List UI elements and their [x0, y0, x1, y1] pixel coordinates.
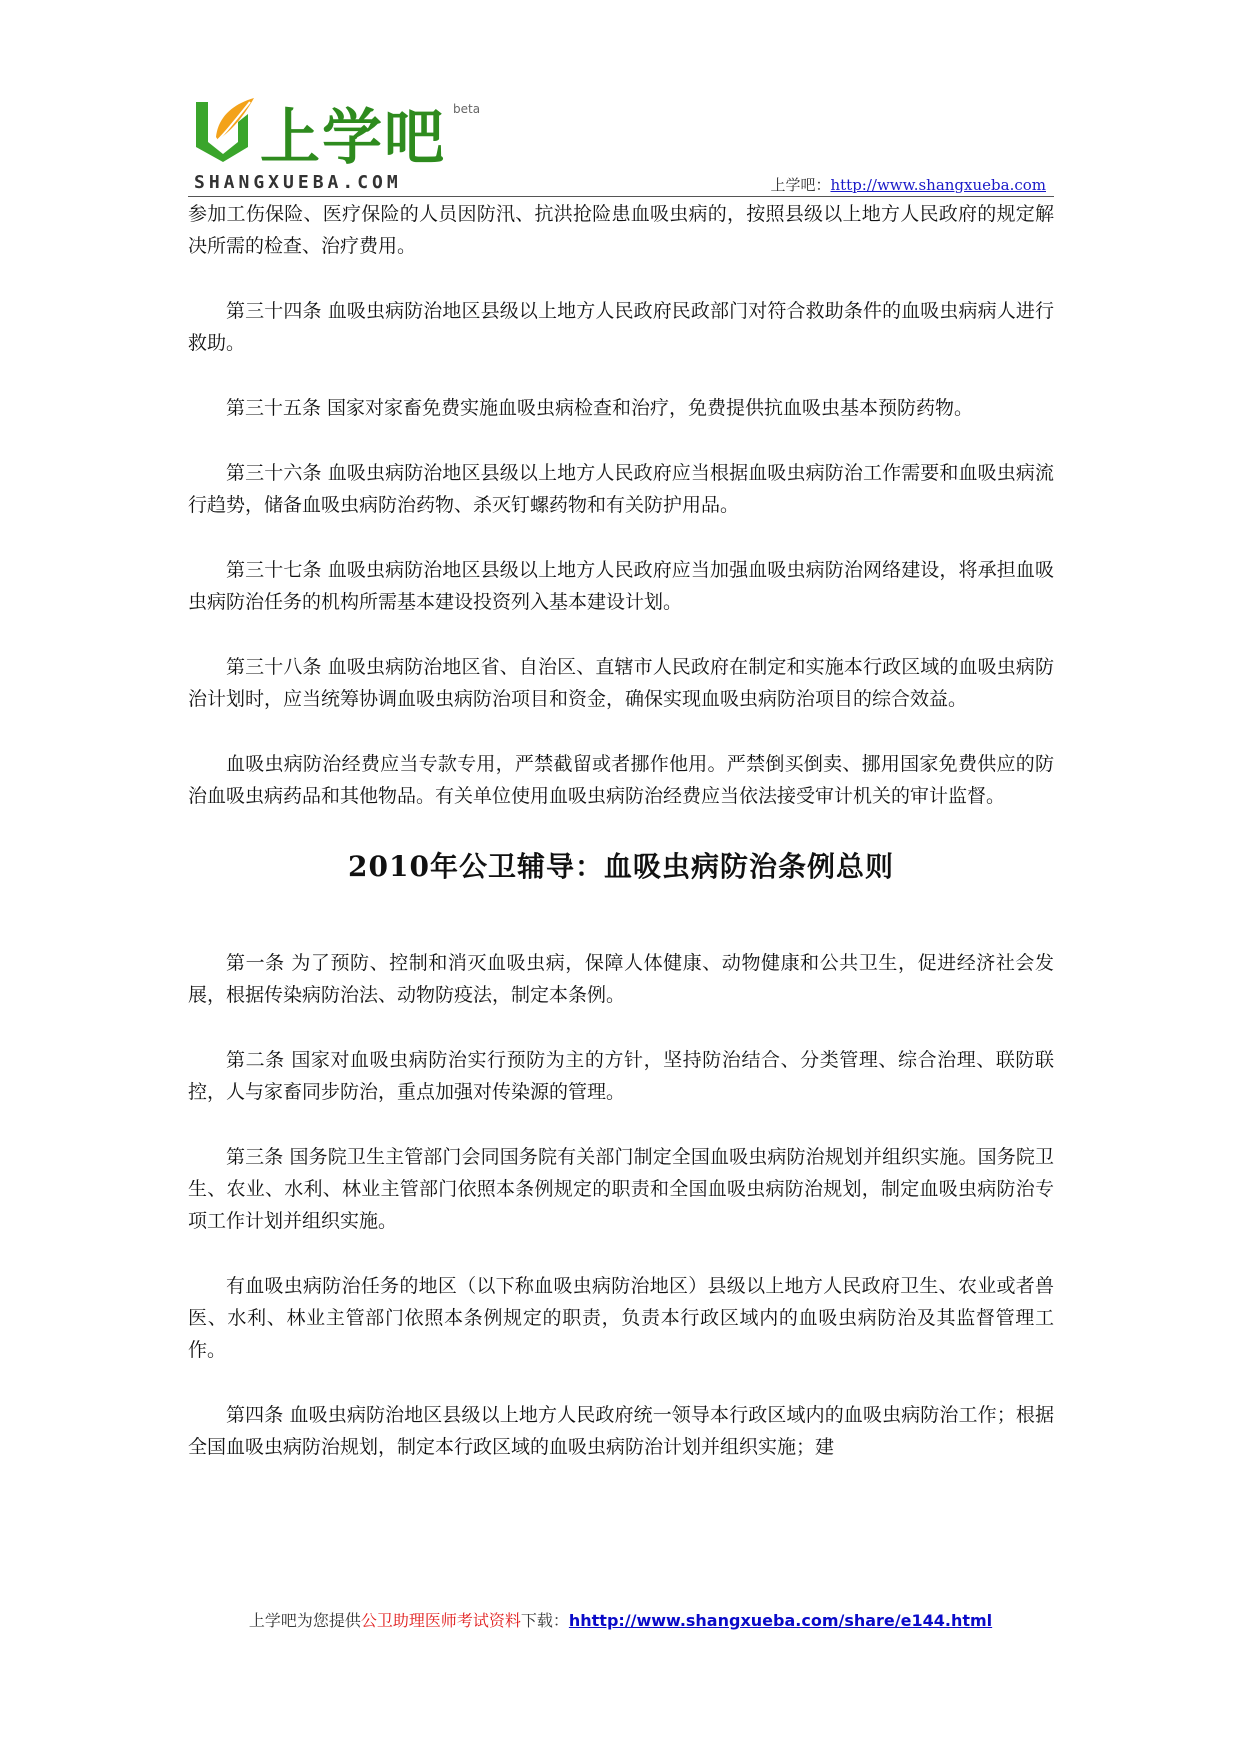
logo-domain-text: SHANGXUEBA.COM: [194, 172, 402, 193]
footer-middle: 下载：: [520, 1611, 569, 1630]
site-logo[interactable]: [188, 90, 488, 200]
logo-text: 上学吧: [260, 103, 446, 173]
paragraph: 第三十五条 国家对家畜免费实施血吸虫病检查和治疗，免费提供抗血吸虫基本预防药物。: [226, 397, 974, 419]
paragraph: 有血吸虫病防治任务的地区（以下称血吸虫病防治地区）县级以上地方人民政府卫生、农业或者兽医、水利、林业主管部门依照本条例规定的职责，负责本行政区域内的血吸虫病防治及其监督管理工作。: [188, 1275, 1054, 1361]
paragraph: 第三十八条 血吸虫病防治地区省、自治区、直辖市人民政府在制定和实施本行政区域的血吸虫病防治计划时，应当统筹协调血吸虫病防治项目和资金，确保实现血吸虫病防治项目的综合效益。: [188, 656, 1054, 710]
paragraph: 血吸虫病防治经费应当专款专用，严禁截留或者挪作他用。严禁倒买倒卖、挪用国家免费供应的防治血吸虫病药品和其他物品。有关单位使用血吸虫病防治经费应当依法接受审计机关的审计监督。: [188, 753, 1054, 807]
paragraph: 第三条 国务院卫生主管部门会同国务院有关部门制定全国血吸虫病防治规划并组织实施。国务院卫生、农业、水利、林业主管部门依照本条例规定的职责和全国血吸虫病防治规划，制定血吸虫病防治专项工作计划并组织实施。: [188, 1146, 1054, 1232]
header-divider: [188, 196, 1054, 197]
paragraph: 第三十六条 血吸虫病防治地区县级以上地方人民政府应当根据血吸虫病防治工作需要和血吸虫病流行趋势，储备血吸虫病防治药物、杀灭钉螺药物和有关防护用品。: [188, 462, 1054, 516]
page-footer: [0, 1608, 1241, 1631]
paragraph: 第四条 血吸虫病防治地区县级以上地方人民政府统一领导本行政区域内的血吸虫病防治工作；根据全国血吸虫病防治规划，制定本行政区域的血吸虫病防治计划并组织实施；建: [188, 1404, 1054, 1458]
footer-download-url[interactable]: hhttp://www.shangxueba.com/share/e144.html: [568, 1611, 993, 1630]
leaf-logo-icon: [188, 92, 258, 162]
footer-prefix: 上学吧为您提供: [248, 1611, 361, 1630]
header-site-link: [770, 174, 1046, 195]
header-site-url[interactable]: http://www.shangxueba.com: [830, 176, 1046, 194]
document-body: [188, 198, 1054, 1496]
paragraph: 第三十四条 血吸虫病防治地区县级以上地方人民政府民政部门对符合救助条件的血吸虫病病人进行救助。: [188, 300, 1054, 354]
footer-highlight-link[interactable]: 公卫助理医师考试资料: [360, 1611, 521, 1630]
paragraph: 第三十七条 血吸虫病防治地区县级以上地方人民政府应当加强血吸虫病防治网络建设，将承担血吸虫病防治任务的机构所需基本建设投资列入基本建设计划。: [188, 559, 1054, 613]
header-site-label: 上学吧：: [770, 176, 831, 194]
logo-beta-label: beta: [453, 102, 481, 116]
paragraph: 第一条 为了预防、控制和消灭血吸虫病，保障人体健康、动物健康和公共卫生，促进经济社会发展，根据传染病防治法、动物防疫法，制定本条例。: [188, 952, 1054, 1006]
section-title: 2010年公卫辅导：血吸虫病防治条例总则: [348, 850, 894, 883]
page-header: [188, 90, 1054, 200]
paragraph: 第二条 国家对血吸虫病防治实行预防为主的方针，坚持防治结合、分类管理、综合治理、联防联控，人与家畜同步防治，重点加强对传染源的管理。: [188, 1049, 1054, 1103]
paragraph: 参加工伤保险、医疗保险的人员因防汛、抗洪抢险患血吸虫病的，按照县级以上地方人民政府的规定解决所需的检查、治疗费用。: [188, 203, 1054, 257]
